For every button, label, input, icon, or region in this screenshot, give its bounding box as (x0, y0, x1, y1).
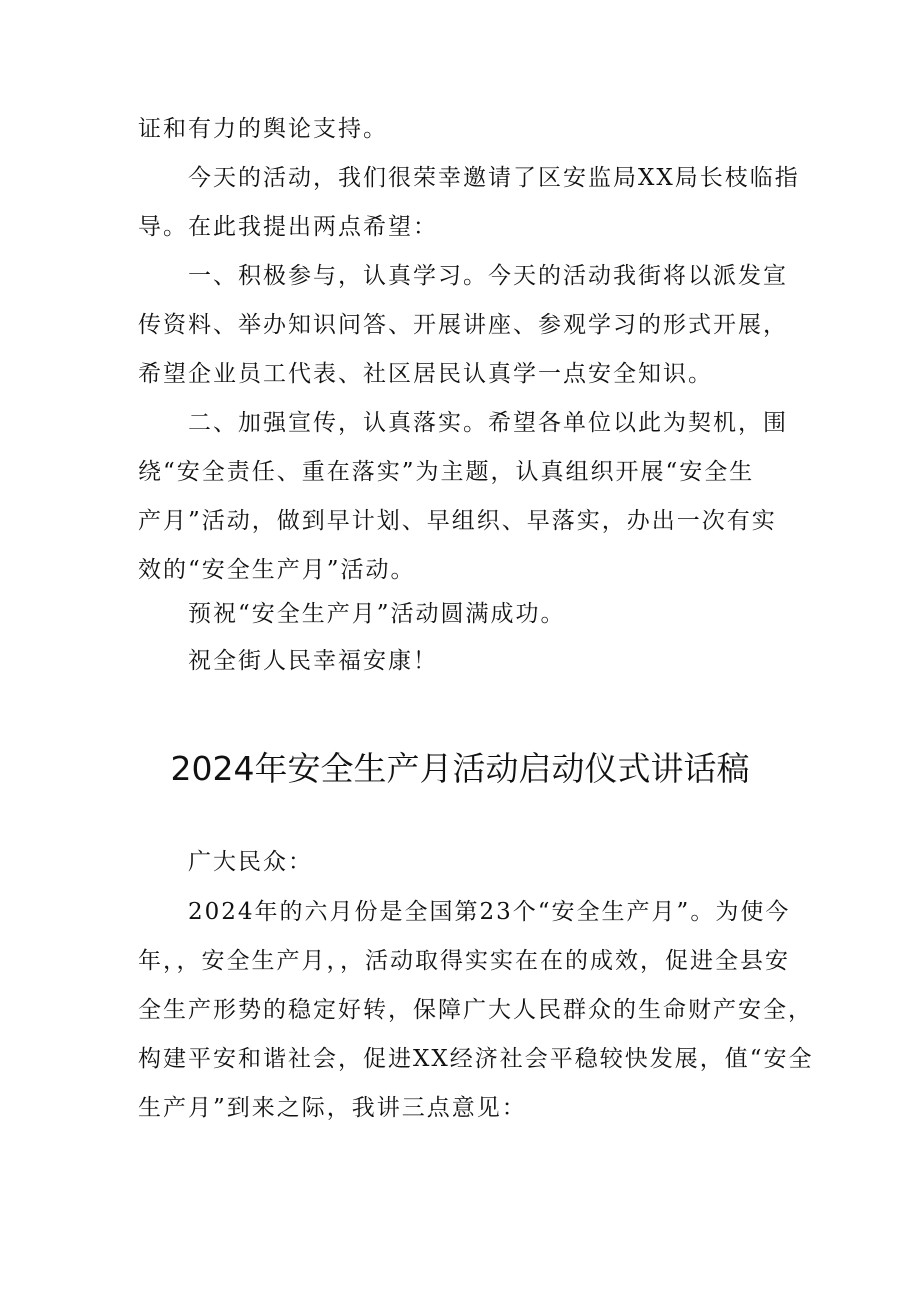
paragraph-opinion-support (138, 105, 798, 154)
text-line: 广大民众： (138, 849, 313, 875)
text-line: 希望企业员工代表、社区居民认真学一点安全知识。 (138, 361, 713, 387)
text-line: 预祝“安全生产月”活动圆满成功。 (138, 601, 566, 627)
paragraph-point-one (138, 252, 798, 399)
text-line: 祝全街人民幸福安康！ (138, 648, 438, 674)
text-line: 构建平安和谐社会，促进XX经济社会平稳较快发展，值“安全 (138, 1046, 814, 1072)
text-line: 全生产形势的稳定好转，保障广大人民群众的生命财产安全， (138, 997, 813, 1023)
speech-title: 2024年安全生产月活动启动仪式讲话稿 (170, 749, 750, 788)
text-line: 效的“安全生产月”活动。 (138, 557, 416, 583)
paragraph-blessing (138, 637, 798, 686)
text-line: 导。在此我提出两点希望： (138, 214, 438, 240)
text-line: 绕“安全责任、重在落实”为主题，认真组织开展“安全生 (138, 459, 755, 485)
text-line: 一、积极参与，认真学习。今天的活动我街将以派发宣 (138, 263, 788, 289)
text-line: 2024年的六月份是全国第23个“安全生产月”。为使今 (138, 899, 791, 925)
paragraph-invited-guest (138, 154, 798, 252)
paragraph-point-two (138, 399, 798, 595)
text-line: 二、加强宣传，认真落实。希望各单位以此为契机，围 (138, 410, 788, 436)
salutation (138, 838, 798, 887)
text-line: 今天的活动，我们很荣幸邀请了区安监局XX局长枝临指 (138, 165, 800, 191)
paragraph-wish-success (138, 590, 798, 639)
text-line: 生产月”到来之际，我讲三点意见： (138, 1095, 527, 1121)
text-line: 证和有力的舆论支持。 (138, 116, 388, 142)
text-line: 传资料、举办知识问答、开展讲座、参观学习的形式开展， (138, 312, 788, 338)
text-line: 年，，安全生产月，，活动取得实实在在的成效，促进全县安 (138, 948, 790, 974)
text-line: 产月”活动，做到早计划、早组织、早落实，办出一次有实 (138, 508, 777, 534)
paragraph-intro (138, 888, 814, 1133)
